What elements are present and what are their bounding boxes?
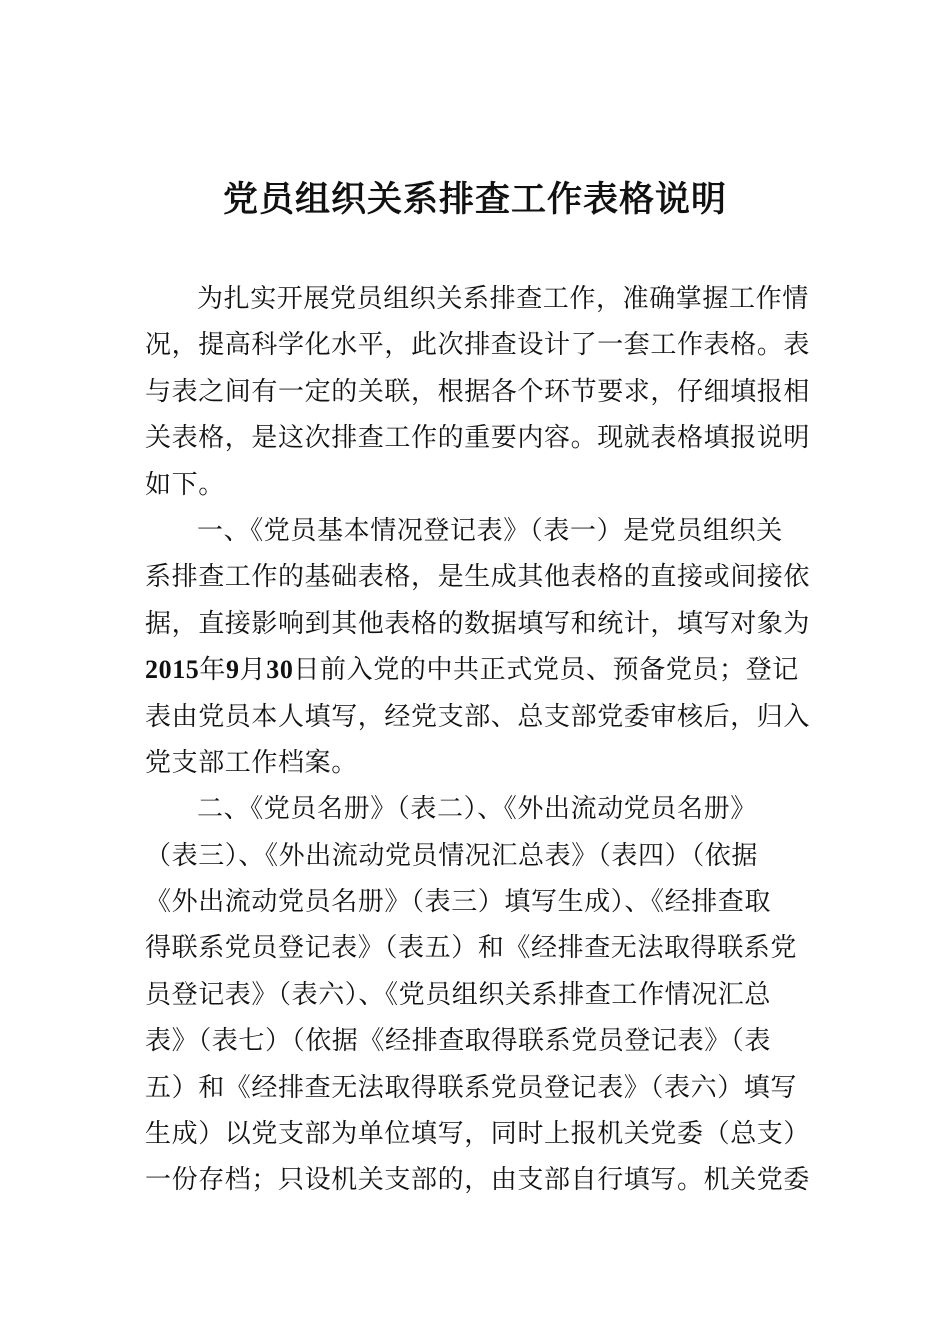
paragraph-2-line-6: 党支部工作档案。 [145, 747, 358, 778]
paragraph-2-line-2: 系排查工作的基础表格，是生成其他表格的直接或间接依 [145, 562, 811, 593]
paragraph-3-line-7: 五）和《经排查无法取得联系党员登记表》（表六）填写 [145, 1072, 798, 1103]
paragraph-3-line-2: （表三）、《外出流动党员情况汇总表》（表四）（依据 [145, 840, 759, 871]
paragraph-3-line-3: 《外出流动党员名册》（表三）填写生成）、《经排查取 [145, 887, 772, 918]
paragraph-2-line-4: 2015年9月30日前入党的中共正式党员、预备党员；登记 [145, 655, 799, 686]
paragraph-3-line-6: 表》（表七）（依据《经排查取得联系党员登记表》（表 [145, 1026, 772, 1057]
paragraph-3-line-9: 一份存档；只设机关支部的，由支部自行填写。机关党委 [145, 1165, 811, 1196]
paragraph-3-line-1: 二、《党员名册》（表二）、《外出流动党员名册》 [197, 794, 757, 825]
paragraph-3-line-4: 得联系党员登记表》（表五）和《经排查无法取得联系党 [145, 933, 798, 964]
paragraph-3-line-8: 生成）以党支部为单位填写，同时上报机关党委（总支） [145, 1119, 811, 1150]
paragraph-2-line-5: 表由党员本人填写，经党支部、总支部党委审核后，归入 [145, 701, 811, 732]
document-body [145, 276, 809, 1204]
document-title: 党员组织关系排查工作表格说明 [222, 179, 727, 220]
paragraph-1-line-3: 与表之间有一定的关联，根据各个环节要求，仔细填报相 [145, 376, 811, 407]
paragraph-2-line-1: 一、《党员基本情况登记表》（表一）是党员组织关 [197, 515, 783, 546]
paragraph-1-line-1: 为扎实开展党员组织关系排查工作，准确掌握工作情 [197, 284, 809, 314]
paragraph-1-line-2: 况，提高科学化水平，此次排查设计了一套工作表格。表 [145, 330, 811, 361]
paragraph-1-line-5: 如下。 [145, 469, 225, 500]
paragraph-1-line-4: 关表格，是这次排查工作的重要内容。现就表格填报说明 [145, 423, 811, 454]
paragraph-2-line-3: 据，直接影响到其他表格的数据填写和统计，填写对象为 [145, 608, 811, 639]
paragraph-3-line-5: 员登记表》（表六）、《党员组织关系排查工作情况汇总 [145, 979, 772, 1010]
